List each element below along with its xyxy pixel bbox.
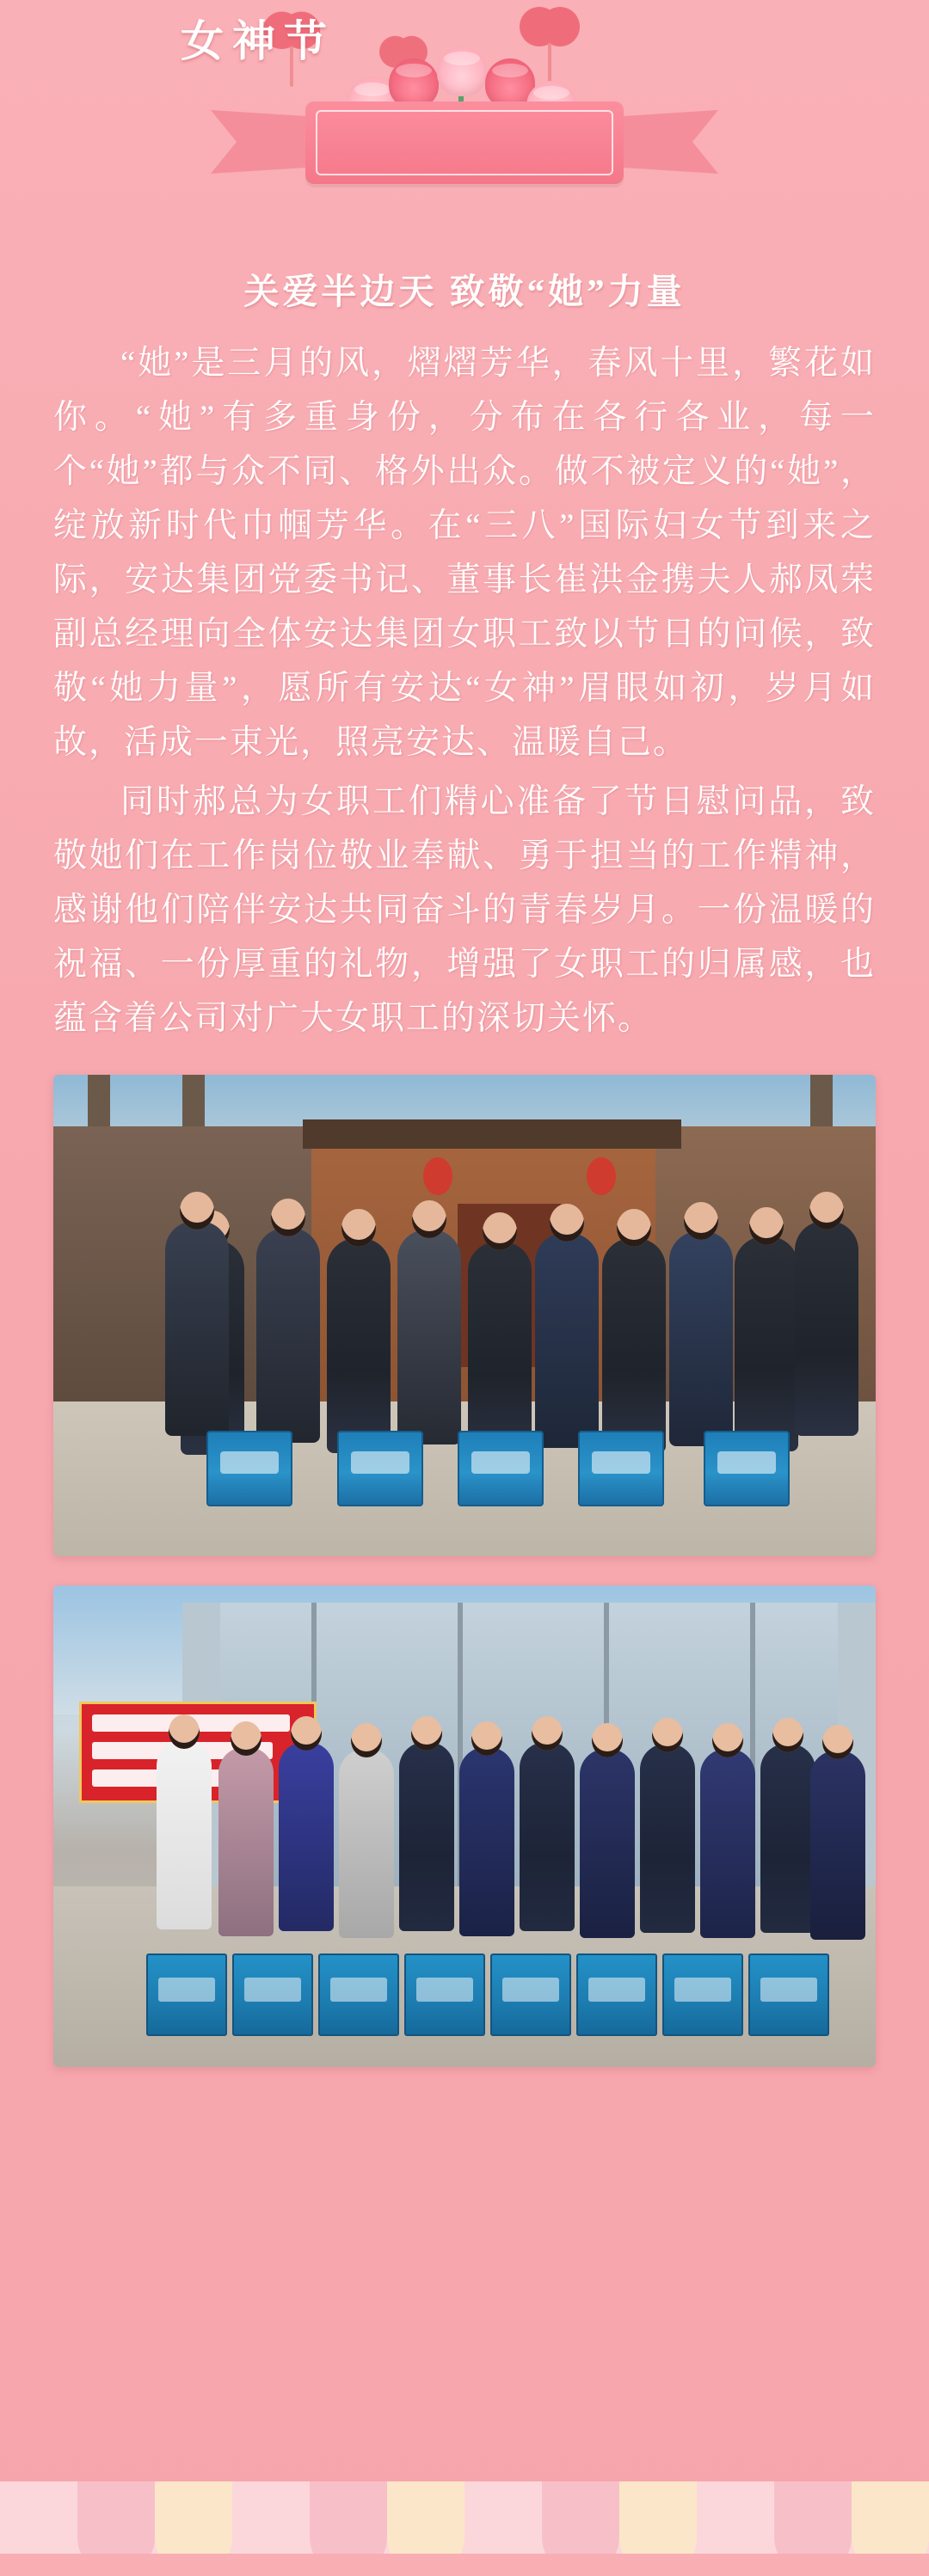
article-headline: 关爱半边天 致敬“她”力量 <box>243 272 686 311</box>
article-paragraph-1: “她”是三月的风，熠熠芳华，春风十里，繁花如你。“她”有多重身份，分布在各行各业，每一个“她”都与众不同、格外出众。做不被定义的“她”，绽放新时代巾帼芳华。在“三八”国际妇女节到来之际，安达集团党委书记、董事长崔洪金携夫人郝凤荣副总经理向全体安达集团女职工致以节日的问候，致敬“她力量”，愿所有安达“女神”眉眼如初，岁月如故，活成一束光，照亮安达、温暖自己。 <box>53 345 876 761</box>
group-photo-showroom <box>53 1585 876 2067</box>
footer-scallops <box>0 2481 929 2576</box>
poster-title: 女神节 <box>181 17 335 65</box>
article-paragraph-2: 同时郝总为女职工们精心准备了节日慰问品，致敬她们在工作岗位敬业奉献、勇于担当的工作精神，感谢他们陪伴安达共同奋斗的青春岁月。一份温暖的祝福、一份厚重的礼物，增强了女职工的归属感，也蕴含着公司对广大女职工的深切关怀。 <box>53 783 876 1037</box>
ribbon-banner-icon <box>211 101 718 184</box>
article-content <box>0 263 929 1046</box>
header-banner <box>0 0 929 249</box>
group-photo-courtyard <box>53 1075 876 1556</box>
